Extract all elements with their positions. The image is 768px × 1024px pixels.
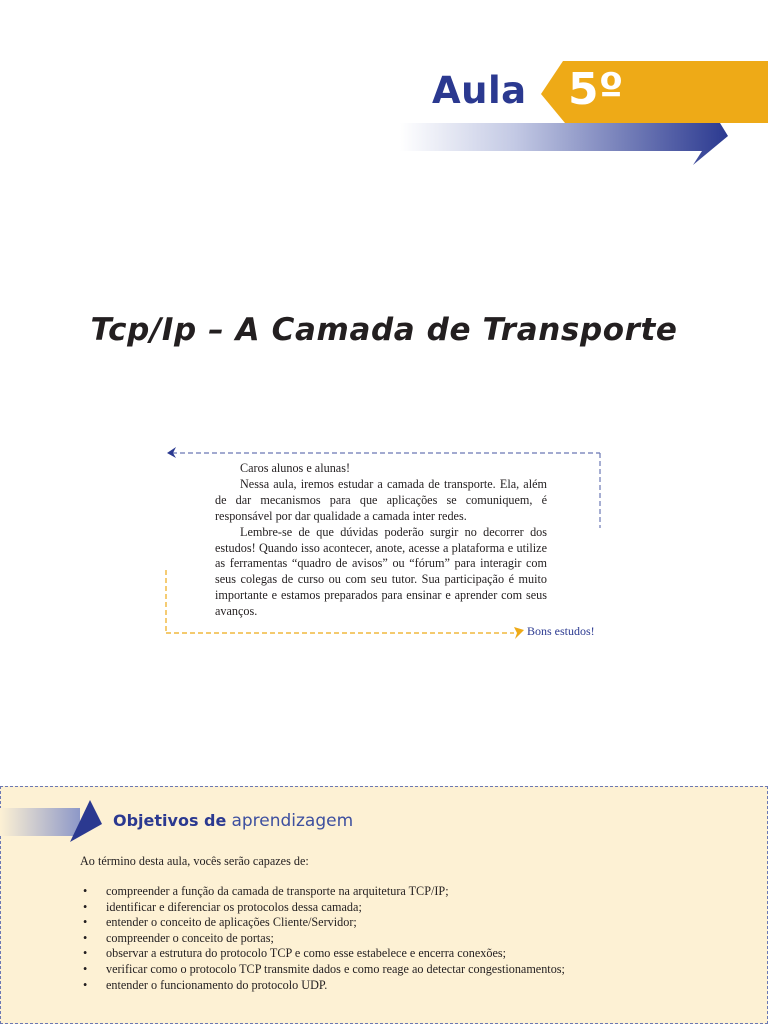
intro-paragraph: Nessa aula, iremos estudar a camada de transporte. Ela, além de dar mecanismos para que aplicações se comuniquem, é responsável por dar qualidade a camada inter redes. xyxy=(215,476,547,523)
intro-greeting: Caros alunos e alunas! xyxy=(240,461,350,475)
list-item: • entender o conceito de aplicações Cliente/Servidor; xyxy=(80,915,565,931)
header-graphic xyxy=(0,0,768,180)
frame-arrow-orange xyxy=(514,627,524,639)
lesson-label: Aula xyxy=(432,69,527,112)
list-item: • observar a estrutura do protocolo TCP e como esse estabelece e encerra conexões; xyxy=(80,946,565,962)
page-title: Tcp/Ip – A Camada de Transporte xyxy=(90,312,678,348)
intro-message xyxy=(215,461,547,620)
list-item: • entender o funcionamento do protocolo UDP. xyxy=(80,978,565,994)
objectives-intro: Ao término desta aula, vocês serão capazes de: xyxy=(80,854,309,868)
list-item: • compreender o conceito de portas; xyxy=(80,931,565,947)
lesson-header xyxy=(0,0,768,180)
intro-signoff: Bons estudos! xyxy=(527,624,595,638)
intro-paragraph: Lembre-se de que dúvidas poderão surgir no decorrer dos estudos! Quando isso acontecer, anote, acesse a plataforma e utilize as ferramentas “quadro de avisos” ou “fórum” para interagir com seus colegas de curso ou com seu tutor. Sua participação é muito importante e estamos preparados para ensinar e aprender com seus avanços. xyxy=(215,524,547,619)
objectives-heading-light: aprendizagem xyxy=(231,811,354,831)
objectives-badge-icon xyxy=(0,796,110,848)
list-item: • identificar e diferenciar os protocolos dessa camada; xyxy=(80,900,565,916)
list-item: • verificar como o protocolo TCP transmite dados e como reage ao detectar congestionamentos; xyxy=(80,962,565,978)
objectives-heading xyxy=(113,811,353,831)
list-item: • compreender a função da camada de transporte na arquitetura TCP/IP; xyxy=(80,884,565,900)
objectives-list xyxy=(80,884,565,993)
lesson-number: 5º xyxy=(568,64,624,115)
objectives-heading-bold: Objetivos de xyxy=(113,811,227,830)
